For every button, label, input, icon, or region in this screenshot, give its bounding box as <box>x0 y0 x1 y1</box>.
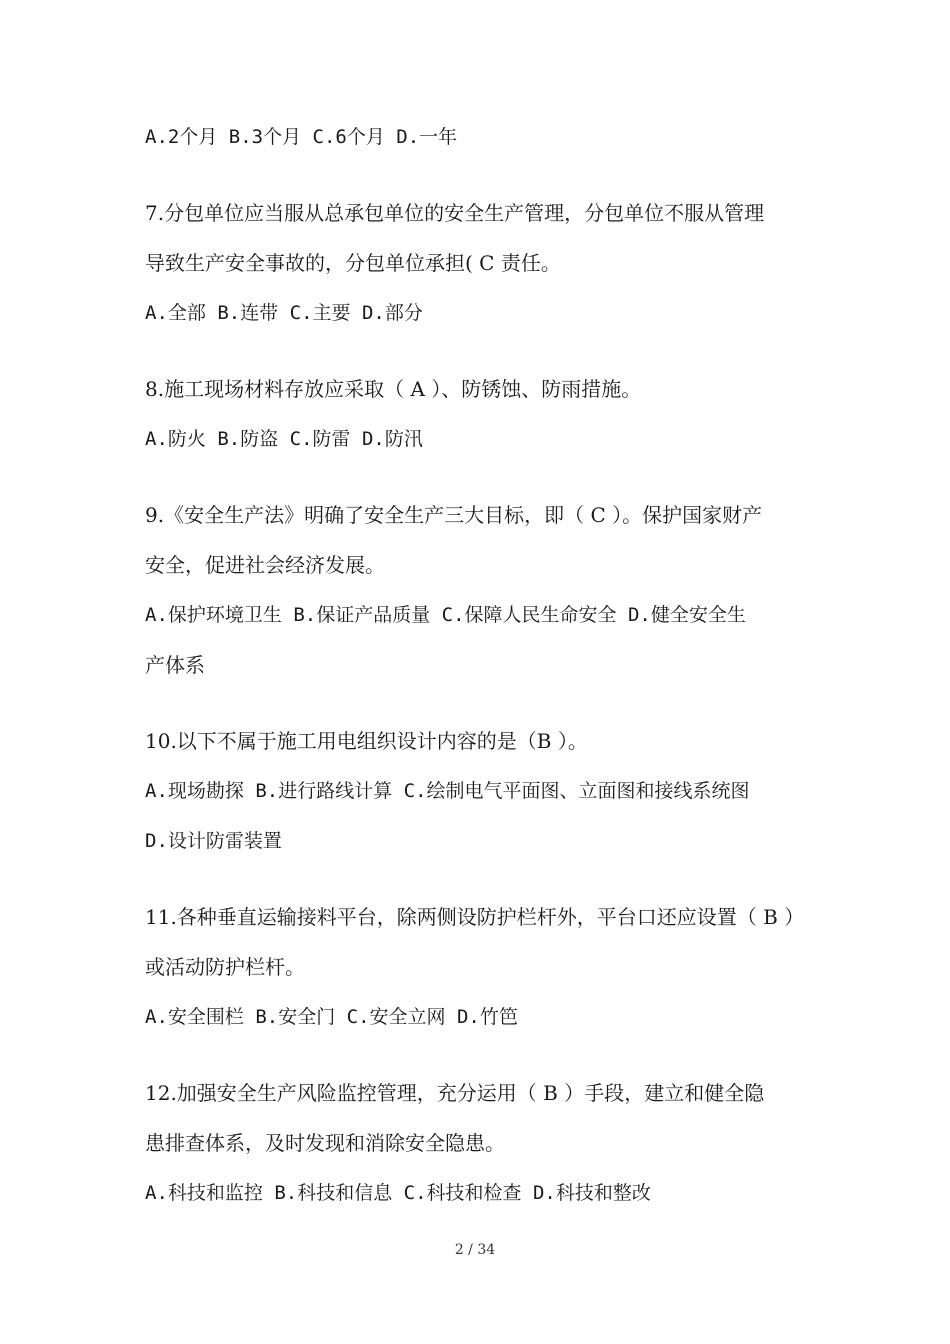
page-number: 2 / 34 <box>454 1242 496 1258</box>
question-text-line: 产体系 <box>145 653 205 677</box>
question-text-line: 安全，促进社会经济发展。 <box>145 553 385 577</box>
answer-options-line: A.现场勘探 B.进行路线计算 C.绘制电气平面图、立面图和接线系统图 <box>145 780 750 802</box>
question-text-line: 12.加强安全生产风险监控管理，充分运用（ B ）手段，建立和健全隐 <box>145 1081 765 1105</box>
paragraph-gap <box>145 464 825 490</box>
question-text-line: 导致生产安全事故的，分包单位承担( C 责任。 <box>145 251 561 275</box>
answer-options-line: A.2个月 B.3个月 C.6个月 D.一年 <box>145 126 458 148</box>
paragraph-gap <box>145 338 825 364</box>
paragraph-gap <box>145 866 825 892</box>
question-text-line: 10.以下不属于施工用电组织设计内容的是（B ）。 <box>145 729 588 753</box>
answer-options-line: A.全部 B.连带 C.主要 D.部分 <box>145 302 423 324</box>
question-text-line: 7.分包单位应当服从总承包单位的安全生产管理，分包单位不服从管理 <box>145 201 765 225</box>
answer-options-line: A.安全围栏 B.安全门 C.安全立网 D.竹笆 <box>145 1006 518 1028</box>
answer-options-line: A.防火 B.防盗 C.防雷 D.防汛 <box>145 428 423 450</box>
answer-options-line: D.设计防雷装置 <box>145 830 282 852</box>
document-body <box>145 112 825 1218</box>
paragraph-gap <box>145 162 825 188</box>
paragraph-gap <box>145 690 825 716</box>
answer-options-line: A.保护环境卫生 B.保证产品质量 C.保障人民生命安全 D.健全安全生 <box>145 604 746 626</box>
answer-options-line: A.科技和监控 B.科技和信息 C.科技和检查 D.科技和整改 <box>145 1182 651 1204</box>
question-text-line: 11.各种垂直运输接料平台，除两侧设防护栏杆外，平台口还应设置（ B ） <box>145 905 805 929</box>
question-text-line: 8.施工现场材料存放应采取（ A ）、防锈蚀、防雨措施。 <box>145 377 642 401</box>
question-text-line: 9.《安全生产法》明确了安全生产三大目标，即（ C ）。保护国家财产 <box>145 503 763 527</box>
paragraph-gap <box>145 1042 825 1068</box>
question-text-line: 或活动防护栏杆。 <box>145 955 305 979</box>
question-text-line: 患排查体系，及时发现和消除安全隐患。 <box>145 1131 505 1155</box>
